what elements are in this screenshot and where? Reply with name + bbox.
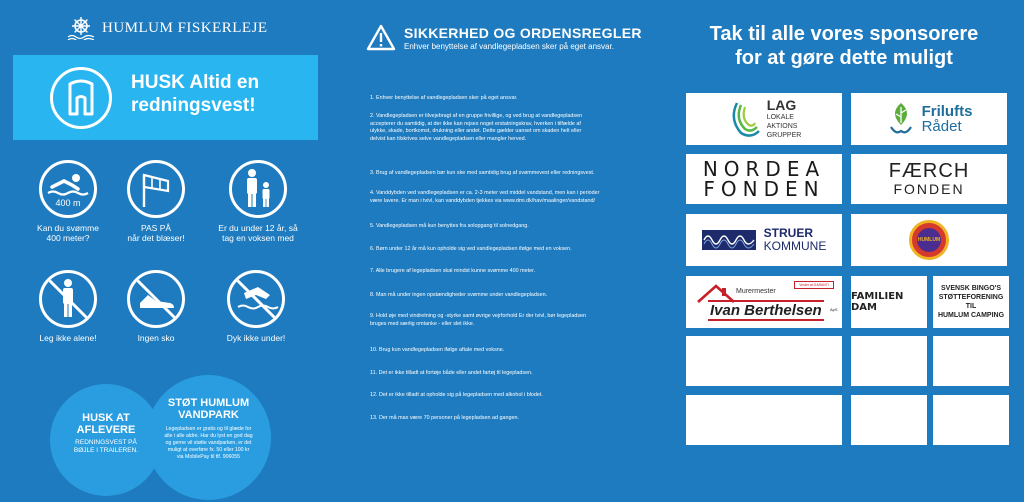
list-item: 8. Man må under ingen opstændigheder svømme under vandlegepladsen. — [370, 292, 548, 298]
sponsor-familien-dam: FAMILIEN DAM — [851, 276, 927, 328]
no-diving-icon — [227, 270, 285, 328]
left-panel — [0, 0, 334, 502]
sponsor-humlum-badge — [851, 214, 1007, 266]
sponsor-slot-empty — [686, 336, 842, 386]
sign-swim-400m — [32, 160, 104, 243]
bubble-title: STØT HUMLUM VANDPARK — [167, 397, 250, 421]
sign-caption: Er du under 12 år, så tag en voksen med — [218, 223, 298, 243]
sponsor-nordea-fonden: NORDEA FONDEN — [686, 154, 842, 204]
lag-swirl-icon — [727, 99, 763, 139]
logo-text: HUMLUM FISKERLEJE — [102, 19, 268, 36]
sign-caption: Leg ikke alene! — [39, 333, 97, 343]
rules-subtitle: Enhver benyttelse af vandlegepladsen sker på eget ansvar. — [404, 42, 614, 51]
windsock-icon — [127, 160, 185, 218]
rules-title: SIKKERHED OG ORDENSREGLER — [404, 25, 642, 41]
sponsor-struer-kommune: STRUER KOMMUNE — [686, 214, 842, 266]
sign-under-12 — [208, 160, 308, 243]
adult-child-icon — [229, 160, 287, 218]
ship-wheel-icon — [66, 16, 96, 40]
sponsor-svensk-bingo: SVENSK BINGO'S STØTTEFORENING TIL HUMLUM CAMPING — [933, 276, 1009, 328]
list-item: 6. Børn under 12 år må kun opholde sig ved vandlegepladsen ifølge med en voksen. — [370, 246, 572, 252]
sponsors-panel — [679, 0, 1024, 502]
sign-caption: Kan du svømme 400 meter? — [37, 223, 99, 243]
humlum-logo — [66, 16, 268, 40]
sponsor-lag: LAG LOKALE AKTIONS GRUPPER — [686, 93, 842, 145]
sponsor-slot-empty — [686, 395, 842, 445]
sponsor-slot-empty — [933, 395, 1009, 445]
lifevest-icon — [50, 67, 112, 129]
sponsor-friluftsraadet: Frilufts Rådet — [851, 93, 1007, 145]
sponsor-slot-empty — [851, 395, 927, 445]
sponsor-slot-empty — [851, 336, 927, 386]
sign-no-shoes — [120, 270, 192, 343]
sign-caption: Dyk ikke under! — [226, 333, 286, 343]
lifevest-banner — [13, 55, 318, 140]
list-item: 5. Vandlegepladsen må kun benyttes fra solopgang til solnedgang. — [370, 223, 529, 229]
rules-panel — [334, 0, 679, 502]
sponsors-title: Tak til alle vores sponsorere for at gøre dette muligt — [709, 23, 979, 69]
bubble-text: REDNINGSVEST PÅ BØJLE I TRAILEREN. — [73, 439, 139, 454]
list-item: 3. Brug af vandlegepladsen bør kun ske med samtidig brug af svømmevest eller redningsvest. — [370, 170, 595, 176]
no-alone-icon — [39, 270, 97, 328]
sponsor-faerch-fonden: FÆRCH FONDEN — [851, 154, 1007, 204]
bubble-title: HUSK AT AFLEVERE — [76, 412, 136, 436]
distance-badge: 400 m — [55, 198, 81, 208]
sponsor-ivan-berthelsen: Murermester Vinder af GARANTI Ivan Berthelsen ApS — [686, 276, 842, 328]
humlum-badge-icon: HUMLUM — [909, 220, 949, 260]
banner-text: HUSK Altid en redningsvest! — [131, 72, 260, 116]
sponsor-slot-empty — [933, 336, 1009, 386]
support-bubble — [146, 375, 271, 500]
list-item: 1. Enhver benyttelse af vandlegepladsen sker på eget ansvar. — [370, 95, 518, 101]
warning-icon — [366, 24, 396, 51]
sign-no-diving — [220, 270, 292, 343]
list-item: 9. Hold øje med vindretning og -styrke samt øvrige vejrforhold Er der tvivl, bør legepladsen bruges med særlig omtanke - eller slet ikke. — [370, 313, 587, 327]
list-item: 2. Vandlegepladsen er tilvejebragt af en gruppe frivillige, og ved brug at vandlegepladsen accepterer du samtidig, at der ikke kan rejses noget erstatningskrav, hverken i tilfælde af ulykke, skade, bortkomst, drukning eller andet. Dette gælder uanset om skaden helt eller delvist kan tilskrives selve vandlegepladsen eller mangler herved. — [370, 113, 583, 142]
sign-caption: Ingen sko — [137, 333, 175, 343]
sign-no-alone — [32, 270, 104, 343]
list-item: 12. Det er ikke tilladt at opholde sig på legepladsen med alkohol i blodet. — [370, 392, 543, 398]
list-item: 10. Brug kun vandlegepladsen ifølge aftale med voksne. — [370, 347, 505, 353]
swimmer-icon — [39, 160, 97, 218]
list-item: 11. Det er ikke tilladt at fortøje både eller andet fartøj til legepladsen. — [370, 370, 533, 376]
sign-wind — [120, 160, 192, 243]
leaf-icon — [886, 99, 916, 139]
wave-icon — [702, 228, 756, 252]
no-shoes-icon — [127, 270, 185, 328]
list-item: 13. Der må max være 70 personer på legepladsen ad gangen. — [370, 415, 519, 421]
list-item: 7. Alle brugere af legepladsen skal mindst kunne svømme 400 meter. — [370, 268, 536, 274]
list-item: 4. Vanddybden ved vandlegepladsen er ca. 2-3 meter ved middel vandstand, men kan i perioder være lavere. Er man i tvivl, kan vanddybden tjekkes via www.dmi.dk/hav/maalinger/vandstand/ — [370, 190, 600, 204]
bubble-text: Legepladsen er gratis og til glæde for alle i alle aldre. Har du lyst en god dag og gerne vil støtte vandparken, er det muligt at overføre fx. 50 eller 100 kr via MobilePay til tlf. 906055 — [164, 426, 253, 460]
sign-caption: PAS PÅ når det blæser! — [127, 223, 185, 243]
